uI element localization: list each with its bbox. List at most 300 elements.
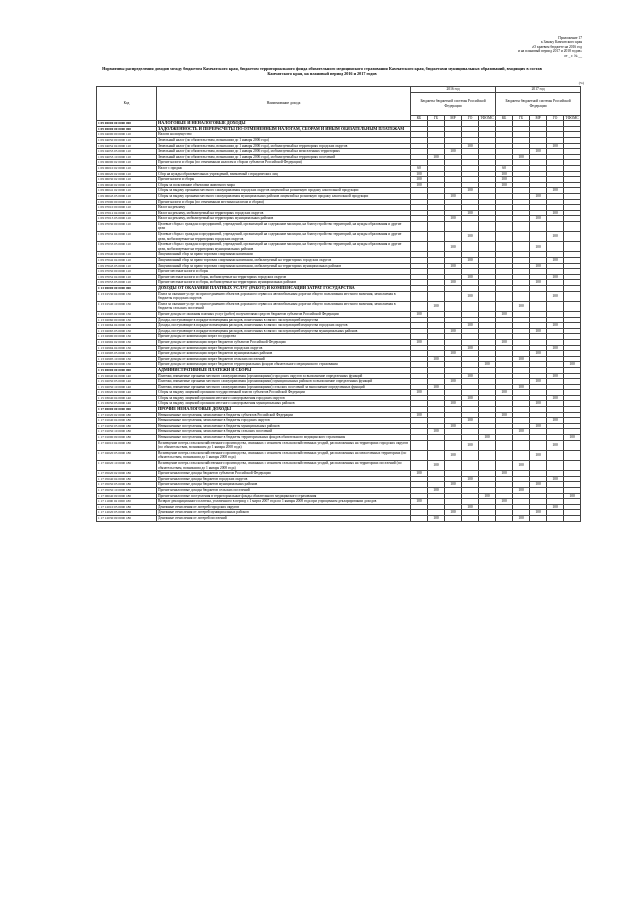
row-value: 100 [530,351,547,357]
row-code: 1 17 11000 02 0000 180 [97,499,157,505]
row-code: 1 13 02995 10 0000 130 [97,356,157,362]
row-code: 1 17 02010 04 0000 180 [97,440,157,450]
subcol-header: МР [445,115,462,121]
row-name: Возмещение потерь сельскохозяйственного производства, связанных с изъятием сельскохозяйственных угодий, расположенных на территориях городских округов (по обязательствам, возникшим до 1 января 2008 года) [157,440,411,450]
row-value: 100 [445,242,462,252]
col-code-header: Код [97,87,157,121]
row-name: Денежные отчисления от лотерей поселений [157,515,411,521]
row-name: Денежные отчисления от лотерей муниципальных районов [157,510,411,516]
row-value: 100 [411,182,428,188]
row-name: Доходы, поступающие в порядке возмещения расходов, понесенных в связи с эксплуатацией имущества [157,317,411,323]
row-value [411,450,428,460]
row-value: 100 [462,418,479,424]
row-name: Платежи, взимаемые органами местного самоуправления (организациями) городских округов за выполнение определенных функций [157,373,411,379]
row-value: 100 [445,351,462,357]
row-code: 1 17 05050 05 0000 180 [97,482,157,488]
header-line: к Закону Камчатского края [541,40,582,45]
row-value: 100 [547,476,564,482]
row-code: 1 15 02040 04 0000 140 [97,373,157,379]
row-code: 1 09 07030 00 0000 110 [97,221,157,231]
row-value: 100 [547,143,564,149]
row-value: 100 [530,280,547,286]
row-name: Прочие доходы от компенсации затрат государства [157,334,411,340]
row-code: 1 09 06020 02 0000 110 [97,171,157,177]
row-value: 100 [547,188,564,194]
row-value: 60 [411,165,428,171]
row-name: Возмещение потерь сельскохозяйственного производства, связанных с изъятием сельскохозяйственных угодий, расположенных на территориях поселений (по обязательствам, возникшим до 1 января 2008 года) [157,461,411,471]
row-name: АДМИНИСТРАТИВНЫЕ ПЛАТЕЖИ И СБОРЫ [157,367,411,373]
row-name: Прочие доходы от компенсации затрат бюджетов городских округов [157,345,411,351]
row-value [496,221,513,231]
row-value: 100 [513,384,530,390]
row-value [445,515,462,521]
row-name: Невыясненные поступления, зачисляемые в бюджеты муниципальных районов [157,423,411,429]
row-value [496,242,513,252]
row-value: 100 [462,395,479,401]
row-value: 100 [462,143,479,149]
row-name: Плата за оказание услуг по присоединению объектов дорожного сервиса к автомобильным дорогам общего пользования местного значения, зачисляемая в бюджеты городских округов [157,291,411,301]
row-value [496,291,513,301]
row-name: Лицензионный сбор за право торговли спиртными напитками, мобилизуемый на территориях городских округов [157,258,411,264]
row-value [547,515,564,521]
row-value [496,232,513,242]
row-value: 100 [462,291,479,301]
row-name: Сборы за выдачу органами местного самоуправления муниципальных районов лицензий на розничную продажу алкогольной продукции [157,193,411,199]
row-code: 1 15 00000 00 0000 000 [97,367,157,373]
row-name: Налог на рекламу, мобилизуемый на территориях муниципальных районов [157,216,411,222]
row-name: Сборы за выдачу лицензий органами местного самоуправления муниципальных районов [157,401,411,407]
row-value: 100 [462,274,479,280]
row-value: 100 [411,311,428,317]
row-value [513,232,530,242]
row-value: 100 [462,210,479,216]
row-code: 1 13 02065 05 0000 130 [97,328,157,334]
row-value [462,461,479,471]
row-value [479,242,496,252]
row-value [445,232,462,242]
row-name: Невыясненные поступления, зачисляемые в бюджеты городских округов [157,418,411,424]
row-name: Налог на рекламу, мобилизуемый на территориях городских округов [157,210,411,216]
row-name: Платежи, взимаемые органами местного самоуправления (организациями) сельских поселений за выполнение определенных функций [157,384,411,390]
row-value [428,221,445,231]
row-name: Возврат декларационного платежа, уплаченного в период с 1 марта 2007 года по 1 января 2008 года при упрощенном декларировании доходов [157,499,411,505]
row-value [547,242,564,252]
subcol-header: КБ [411,115,428,121]
row-value [479,232,496,242]
row-code: 1 09 04053 10 0000 110 [97,154,157,160]
row-value [411,515,428,521]
row-value: 100 [428,384,445,390]
row-value [411,440,428,450]
row-name: Земельный налог (по обязательствам, возникшим до 1 января 2006 года), мобилизуемый на межселенных территориях [157,149,411,155]
row-code: 1 09 00000 00 0000 000 [97,121,157,127]
year-2017-header: 2017 год [496,87,581,93]
row-code: 1 09 04050 00 0000 110 [97,137,157,143]
row-code: 1 17 05020 02 0000 180 [97,471,157,477]
row-name: Доходы, поступающие в порядке возмещения расходов, понесенных в связи с эксплуатацией имущества муниципальных районов [157,328,411,334]
row-name: Прочие местные налоги и сборы, мобилизуемые на территориях муниципальных районов [157,280,411,286]
col-name-header: Наименование дохода [157,87,411,121]
row-value [530,221,547,231]
row-code: 1 13 02990 00 0000 130 [97,334,157,340]
row-name: Целевые сборы с граждан и предприятий, учреждений, организаций на содержание милиции, на благоустройство территорий, на нужды образования и другие цели [157,221,411,231]
row-code: 1 09 07052 04 0000 110 [97,274,157,280]
row-code: 1 13 01540 10 0000 130 [97,301,157,311]
row-code: 1 13 00000 00 0000 000 [97,286,157,292]
row-value [479,301,496,311]
row-value: 100 [496,339,513,345]
row-value [445,301,462,311]
row-value: 100 [411,171,428,177]
row-value [428,440,445,450]
row-code: 1 13 02994 04 0000 130 [97,345,157,351]
row-value: 100 [462,373,479,379]
row-code: 1 17 01020 02 0000 180 [97,412,157,418]
row-value: 100 [428,461,445,471]
row-code: 1 09 06030 02 0000 110 [97,177,157,183]
row-name: Земельный налог (по обязательствам, возникшим до 1 января 2006 года), мобилизуемый на территориях поселений [157,154,411,160]
row-code: 1 09 06040 02 0000 110 [97,182,157,188]
row-value: 100 [564,435,581,441]
row-code: 1 09 06010 02 0000 110 [97,165,157,171]
row-value: 100 [411,339,428,345]
row-value: 100 [445,328,462,334]
row-value [479,440,496,450]
row-value [513,440,530,450]
row-value: 100 [445,379,462,385]
row-value: 100 [547,345,564,351]
row-value: 100 [530,401,547,407]
row-value [462,515,479,521]
row-value: 100 [479,493,496,499]
row-value [564,232,581,242]
subcol-header: ТФОМС [480,115,494,120]
header-line: от _ г. № __ [564,53,582,58]
row-value [530,440,547,450]
row-value: 100 [513,429,530,435]
row-value [411,291,428,301]
row-value: 100 [547,232,564,242]
row-code: 1 15 03050 05 0000 140 [97,401,157,407]
row-value: 100 [564,362,581,368]
row-value: 100 [530,149,547,155]
row-value: 60 [496,165,513,171]
row-name: Платежи, взимаемые органами местного самоуправления (организациями) муниципальных районов за выполнение определенных функций [157,379,411,385]
table-row [97,440,581,450]
row-name: Прочие неналоговые доходы бюджетов городских округов [157,476,411,482]
row-code: 1 13 01995 02 0000 130 [97,311,157,317]
row-name: Прочие доходы от компенсации затрат бюджетов территориальных фондов обязательного медицинского страхования [157,362,411,368]
document-header [442,36,582,58]
row-value: 100 [462,258,479,264]
table-row [97,301,581,311]
row-name: Сбор на нужды образовательных учреждений, взимаемый с юридических лиц [157,171,411,177]
row-name: Прочие доходы от оказания платных услуг (работ) получателями средств бюджетов субъектов Российской Федерации [157,311,411,317]
row-value [530,232,547,242]
row-name: Сборы за пользование объектами животного мира [157,182,411,188]
row-value: 100 [445,216,462,222]
row-value [564,221,581,231]
row-name: ДОХОДЫ ОТ ОКАЗАНИЯ ПЛАТНЫХ УСЛУГ (РАБОТ) И КОМПЕНСАЦИИ ЗАТРАТ ГОСУДАРСТВА [157,286,411,292]
row-value [547,461,564,471]
row-code: 1 15 02050 05 0000 140 [97,379,157,385]
row-value: 100 [530,450,547,460]
row-value: 100 [479,362,496,368]
row-name: Прочие неналоговые доходы бюджетов муниципальных районов [157,482,411,488]
row-name: Земельный налог (по обязательствам, возникшим до 1 января 2006 года), мобилизуемый на территориях городских округов [157,143,411,149]
row-value [445,221,462,231]
row-value: 100 [462,440,479,450]
row-code: 1 09 06000 02 0000 110 [97,160,157,166]
budget-system-header: Бюджеты бюджетной системы Российской Федерации [496,92,581,115]
row-name: Прочие местные налоги и сборы, мобилизуемые на территориях городских округов [157,274,411,280]
row-value: 100 [530,242,547,252]
table-row [97,515,581,521]
row-value: 100 [547,274,564,280]
row-name: Сборы за выдачу лицензий органами государственной власти субъектов Российской Федерации [157,390,411,396]
row-name: Возмещение потерь сельскохозяйственного производства, связанных с изъятием сельскохозяйственных угодий, расположенных на межселенных территориях (по обязательствам, возникшим до 1 января 2008 года) [157,450,411,460]
row-code: 1 17 12020 05 0000 180 [97,510,157,516]
row-name: Сборы за выдачу лицензий органами местного самоуправления городских округов [157,395,411,401]
row-value [564,301,581,311]
row-code: 1 17 01050 10 0000 180 [97,429,157,435]
table-row [97,221,581,231]
row-value [496,515,513,521]
document-title: Нормативы распределения доходов между бюджетом Камчатского края, бюджетом территориального фонда обязательного медицинского страхования Камчатского края, бюджетами муниципальных образований, входящих в состав Камчатского края, на плановый период 2016 и 2017 годов [102,66,542,77]
row-code: 1 13 02064 04 0000 130 [97,323,157,329]
row-code: 1 17 12030 09 0000 180 [97,515,157,521]
row-name: Доходы, поступающие в порядке возмещения расходов, понесенных в связи с эксплуатацией имущества городских округов [157,323,411,329]
row-value: 100 [428,356,445,362]
row-value: 100 [445,482,462,488]
row-value [462,242,479,252]
row-value [411,232,428,242]
row-value [462,450,479,460]
row-value: 100 [462,323,479,329]
row-value: 100 [496,311,513,317]
row-code: 1 09 07042 04 0000 110 [97,258,157,264]
subcol-header: ТФОМС [565,115,579,120]
row-code: 1 17 02020 05 0000 180 [97,450,157,460]
row-value [513,221,530,231]
row-value: 100 [445,423,462,429]
row-value [564,515,581,521]
row-value: 100 [462,232,479,242]
row-code: 1 13 02995 05 0000 130 [97,351,157,357]
row-value: 100 [547,258,564,264]
row-value: 100 [547,395,564,401]
row-value [479,515,496,521]
row-value: 100 [530,263,547,269]
row-value: 100 [445,263,462,269]
row-name: ЗАДОЛЖЕННОСТЬ И ПЕРЕРАСЧЕТЫ ПО ОТМЕНЕННЫМ НАЛОГАМ, СБОРАМ И ИНЫМ ОБЯЗАТЕЛЬНЫМ ПЛАТЕЖАМ [157,126,411,132]
row-value: 100 [496,390,513,396]
row-code: 1 09 07040 00 0000 110 [97,252,157,258]
table-row [97,450,581,460]
row-code: 1 17 01050 05 0000 180 [97,423,157,429]
row-code: 1 13 01530 04 0000 130 [97,291,157,301]
subcol-header: МР [530,115,547,121]
header-line: «О краевом бюджете на 2016 год [531,44,582,49]
row-name: Прочие доходы от компенсации затрат бюджетов сельских поселений [157,356,411,362]
row-value [564,450,581,460]
table-row [97,232,581,242]
row-value [496,461,513,471]
row-value: 100 [547,210,564,216]
row-name: Лицензионный сбор за право торговли спиртными напитками, мобилизуемый на территориях муниципальных районов [157,263,411,269]
row-code: 1 09 06043 05 0000 110 [97,193,157,199]
row-value [411,221,428,231]
row-name: Прочие неналоговые поступления в территориальные фонды обязательного медицинского страхования [157,493,411,499]
row-value: 100 [445,510,462,516]
row-code: 1 09 07013 05 0000 110 [97,216,157,222]
row-value [428,232,445,242]
row-code: 1 09 07032 04 0000 110 [97,232,157,242]
row-value [564,461,581,471]
row-name: Невыясненные поступления, зачисляемые в бюджеты территориальных фондов обязательного медицинского страхования [157,435,411,441]
row-value: 100 [428,515,445,521]
row-value: 100 [547,323,564,329]
row-value: 100 [564,493,581,499]
row-value: 100 [462,188,479,194]
subcol-header: ГБ [428,115,445,121]
subcol-header: КБ [496,115,513,121]
row-value: 100 [479,435,496,441]
row-value [428,242,445,252]
row-value: 100 [428,487,445,493]
row-value [530,301,547,311]
row-code: 1 17 12010 05 0000 180 [97,504,157,510]
unit-label: (%) [578,81,584,85]
row-value [530,515,547,521]
row-value [547,301,564,311]
subcol-header: ГБ [513,115,530,121]
header-line: Приложение 17 [558,36,582,40]
row-code: 1 17 01090 09 0000 180 [97,435,157,441]
row-code: 1 09 04053 05 0000 110 [97,149,157,155]
row-code: 1 13 02992 02 0000 130 [97,339,157,345]
row-value: 100 [530,379,547,385]
row-name: Земельный налог (по обязательствам, возникшим до 1 января 2006 года) [157,137,411,143]
row-name: Невыясненные поступления, зачисляемые в бюджеты субъектов Российской Федерации [157,412,411,418]
row-code: 1 17 00000 00 0000 000 [97,407,157,413]
row-value [411,301,428,311]
row-code: 1 17 05040 04 0000 180 [97,476,157,482]
row-value: 100 [530,216,547,222]
row-value: 100 [547,291,564,301]
row-value: 100 [445,193,462,199]
row-code: 1 17 06040 09 0000 180 [97,493,157,499]
table-row [97,242,581,252]
row-value: 100 [428,301,445,311]
row-value: 100 [530,482,547,488]
row-value: 100 [547,504,564,510]
row-value [479,221,496,231]
row-value: 100 [513,461,530,471]
row-code: 1 15 03040 04 0000 140 [97,395,157,401]
row-code: 1 13 02060 00 0000 130 [97,317,157,323]
row-code: 1 09 07050 00 0000 110 [97,269,157,275]
row-value: 100 [530,193,547,199]
row-value [445,440,462,450]
row-name: Прочие доходы от компенсации затрат бюджетов муниципальных районов [157,351,411,357]
row-value [411,242,428,252]
row-name: Прочие налоги и сборы (по отмененным налогам и сборам субъектов Российской Федерации) [157,160,411,166]
row-code: 1 09 04000 00 0000 110 [97,132,157,138]
row-value: 100 [445,280,462,286]
row-value: 100 [513,356,530,362]
row-value: 100 [411,390,428,396]
row-value [445,291,462,301]
subcol-header: ГО [547,115,564,121]
row-code: 1 09 07053 05 0000 110 [97,280,157,286]
row-value: 100 [496,171,513,177]
subcol-header: ГО [462,115,479,121]
row-name: Невыясненные поступления, зачисляемые в бюджеты сельских поселений [157,429,411,435]
row-code: 1 15 02050 10 0000 140 [97,384,157,390]
row-value: 100 [496,182,513,188]
row-name: Налоги на имущество [157,132,411,138]
row-value [411,461,428,471]
row-name: Сборы за выдачу органами местного самоуправления городских округов лицензий на розничную продажу алкогольной продукции [157,188,411,194]
row-code: 1 09 07010 00 0000 110 [97,205,157,211]
row-value [547,450,564,460]
row-value: 100 [496,177,513,183]
row-value [530,291,547,301]
row-value: 100 [411,499,428,505]
row-code: 1 15 03020 02 0000 140 [97,390,157,396]
row-value: 100 [547,418,564,424]
row-code: 1 09 00000 00 0000 000 [97,126,157,132]
row-value: 100 [513,487,530,493]
row-value: 100 [411,471,428,477]
row-name: Целевые сборы с граждан и предприятий, учреждений, организаций на содержание милиции, на благоустройство территорий, на нужды образования и другие цели, мобилизуемые на территориях муниципальных районов [157,242,411,252]
row-value [564,291,581,301]
row-name: Лицензионный сбор за право торговли спиртными напитками [157,252,411,258]
row-name: Прочие неналоговые доходы бюджетов сельских поселений [157,487,411,493]
row-value: 100 [411,412,428,418]
row-value [513,242,530,252]
row-value: 100 [496,412,513,418]
row-code: 1 17 01040 04 0000 180 [97,418,157,424]
row-value: 100 [462,504,479,510]
row-value: 100 [462,345,479,351]
row-value: 100 [530,510,547,516]
row-value [462,221,479,231]
row-value: 100 [513,154,530,160]
revenue-table [96,86,581,522]
row-code: 1 09 07033 05 0000 110 [97,242,157,252]
row-value [513,450,530,460]
row-name: Прочие местные налоги и сборы [157,269,411,275]
row-name: Плата за оказание услуг по присоединению объектов дорожного сервиса к автомобильным дорогам общего пользования местного значения, зачисляемая в бюджеты сельских поселений [157,301,411,311]
row-code: 1 09 07000 00 0000 110 [97,199,157,205]
row-value [428,450,445,460]
year-2016-header: 2016 год [411,87,496,93]
row-code: 1 09 04052 04 0000 110 [97,143,157,149]
row-value: 100 [530,328,547,334]
row-code: 1 13 02999 09 0000 130 [97,362,157,368]
table-row [97,461,581,471]
row-value [564,242,581,252]
row-value: 100 [530,423,547,429]
row-value [428,291,445,301]
row-value: 100 [496,499,513,505]
row-name: Налог с продаж [157,165,411,171]
header-line: и на плановый период 2017 и 2018 годов» [517,49,582,54]
row-value [547,221,564,231]
row-value [496,440,513,450]
